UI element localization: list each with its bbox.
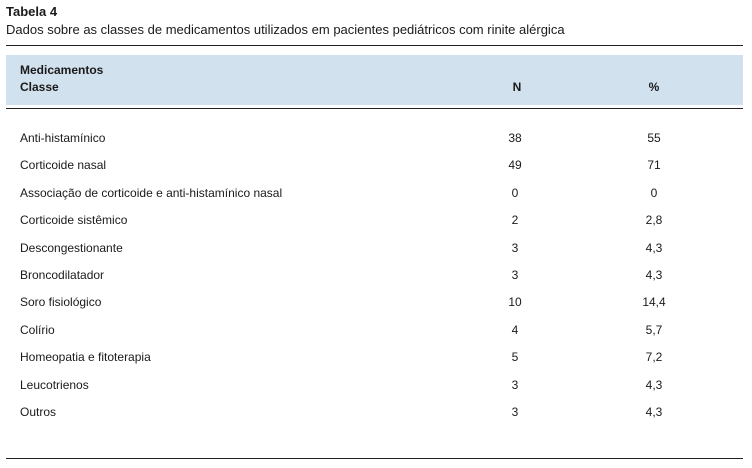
cell-n: 2 bbox=[511, 213, 519, 228]
cell-n: 3 bbox=[511, 267, 519, 282]
cell-percent: 2,8 bbox=[645, 213, 663, 228]
cell-n: 49 bbox=[508, 158, 522, 173]
cell-percent: 0 bbox=[650, 185, 658, 200]
cell-percent: 7,2 bbox=[645, 350, 663, 365]
table-row bbox=[6, 372, 743, 399]
cell-classe: Soro fisiológico bbox=[20, 295, 102, 310]
cell-n: 4 bbox=[511, 322, 519, 337]
table-body bbox=[6, 125, 743, 426]
table-row bbox=[6, 180, 743, 207]
table-row bbox=[6, 152, 743, 179]
table-caption: Dados sobre as classes de medicamentos utilizados em pacientes pediátricos com rinite alérgica bbox=[6, 22, 565, 37]
cell-n: 38 bbox=[508, 131, 522, 145]
bottom-rule bbox=[6, 458, 743, 459]
cell-classe: Anti-histamínico bbox=[20, 131, 106, 145]
header-percent: % bbox=[648, 80, 660, 94]
cell-classe: Leucotrienos bbox=[20, 377, 89, 392]
cell-classe: Broncodilatador bbox=[20, 267, 105, 282]
table-row bbox=[6, 207, 743, 234]
table-row bbox=[6, 289, 743, 316]
table-row bbox=[6, 262, 743, 289]
cell-n: 0 bbox=[511, 185, 519, 200]
cell-percent: 71 bbox=[647, 158, 661, 173]
table-row bbox=[6, 125, 743, 152]
cell-n: 10 bbox=[508, 295, 522, 310]
table-row bbox=[6, 235, 743, 262]
cell-percent: 4,3 bbox=[645, 267, 663, 282]
cell-percent: 55 bbox=[647, 131, 661, 145]
header-n: N bbox=[512, 80, 522, 94]
table-row bbox=[6, 317, 743, 344]
table-title: Tabela 4 bbox=[6, 4, 58, 19]
cell-classe: Outros bbox=[20, 404, 57, 419]
table-row bbox=[6, 344, 743, 371]
cell-percent: 5,7 bbox=[645, 322, 663, 337]
cell-percent: 14,4 bbox=[642, 295, 666, 310]
header-medicamentos: Medicamentos bbox=[20, 63, 104, 77]
header-bottom-rule bbox=[6, 108, 743, 109]
cell-classe: Homeopatia e fitoterapia bbox=[20, 350, 151, 365]
cell-n: 3 bbox=[511, 404, 519, 419]
cell-n: 3 bbox=[511, 377, 519, 392]
cell-classe: Associação de corticoide e anti-histamínico nasal bbox=[20, 185, 283, 200]
table-row bbox=[6, 399, 743, 426]
cell-classe: Corticoide sistêmico bbox=[20, 213, 128, 228]
top-rule bbox=[6, 45, 743, 46]
header-classe: Classe bbox=[20, 80, 59, 94]
cell-percent: 4,3 bbox=[645, 377, 663, 392]
cell-n: 3 bbox=[511, 240, 519, 255]
cell-classe: Corticoide nasal bbox=[20, 158, 107, 173]
cell-classe: Colírio bbox=[20, 322, 55, 337]
cell-classe: Descongestionante bbox=[20, 240, 123, 255]
cell-n: 5 bbox=[511, 350, 519, 365]
table-header bbox=[6, 55, 743, 105]
cell-percent: 4,3 bbox=[645, 240, 663, 255]
cell-percent: 4,3 bbox=[645, 404, 663, 419]
